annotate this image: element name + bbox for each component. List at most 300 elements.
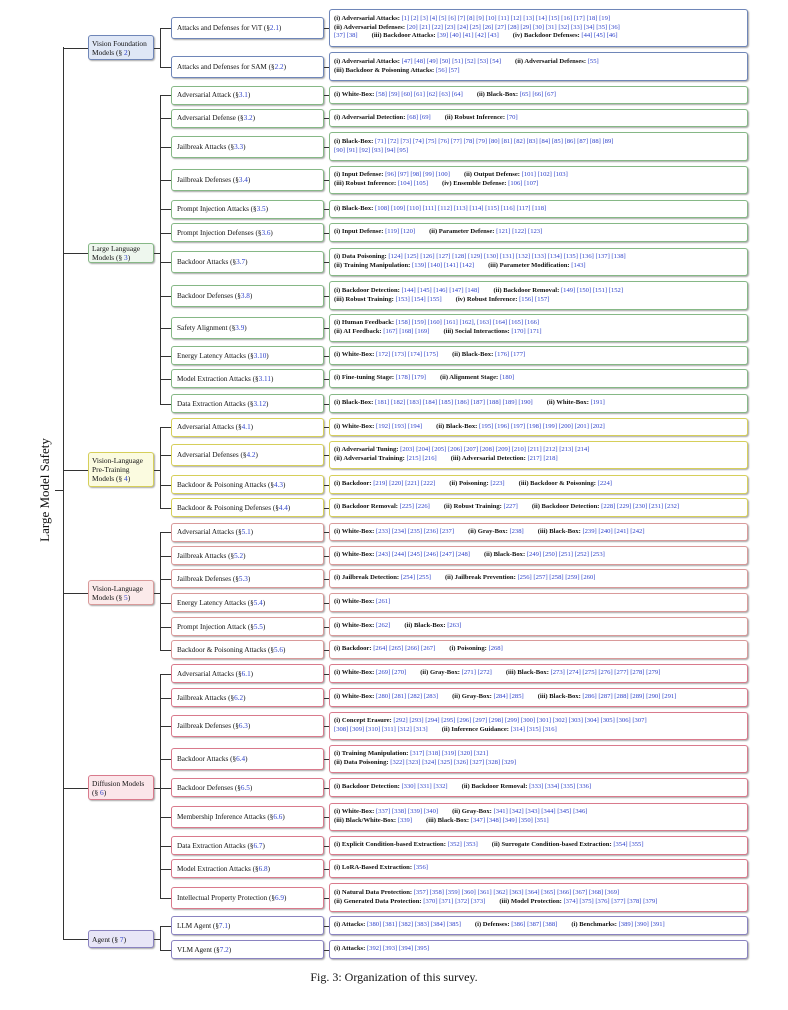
reference-category [334, 717, 647, 724]
citation-links[interactable]: [70] [506, 113, 518, 121]
citation-links[interactable]: [90] [91] [92] [93] [94] [95] [334, 146, 409, 154]
section-link[interactable]: 3.9 [235, 324, 245, 332]
citation-links[interactable]: [101] [102] [103] [521, 171, 568, 179]
section-link[interactable]: 6.3 [238, 722, 248, 730]
subtopic-label-close: ) [250, 669, 254, 678]
connector-line [160, 404, 171, 405]
subtopic-label: Adversarial Attacks (§ [177, 423, 242, 431]
section-link[interactable]: 5.6 [274, 645, 284, 654]
reference-line [334, 253, 743, 262]
reference-category [334, 528, 454, 535]
citation-links[interactable]: [56] [57] [435, 66, 460, 74]
subtopic-label: Prompt Injection Attack (§ [177, 622, 254, 631]
citation-links[interactable]: [39] [40] [41] [42] [43] [437, 32, 499, 40]
citation-links[interactable]: [224] [597, 480, 612, 488]
category-name: (i) White-Box: [334, 622, 375, 630]
connector-line [160, 147, 171, 148]
citation-links[interactable]: [219] [220] [221] [222] [373, 480, 436, 488]
citation-links[interactable]: [121] [122] [123] [496, 228, 543, 236]
category-name: (i) Training Manipulation: [334, 750, 409, 758]
citation-links[interactable]: [170] [171] [511, 328, 542, 335]
citation-links[interactable]: [227] [503, 503, 518, 511]
citation-links[interactable]: [68] [69] [407, 113, 431, 121]
connector-line [160, 726, 171, 727]
category-name: (iii) Robust Training: [334, 295, 394, 303]
section-link[interactable]: 4.4 [278, 503, 288, 512]
subtopic-label-close: ) [262, 841, 265, 850]
citation-links[interactable]: [203] [204] [205] [206] [207] [208] [209] [210] [211] [212] [213] [214] [400, 446, 590, 454]
category-name: (ii) Black-Box: [436, 422, 478, 430]
connector-line [160, 356, 171, 357]
reference-line [334, 351, 743, 360]
citation-links[interactable]: [181] [182] [183] [184] [185] [186] [187] [188] [189] [190] [375, 399, 533, 407]
category-name: (ii) Robust Training: [443, 503, 502, 511]
reference-category [334, 726, 428, 733]
citation-links[interactable]: [389] [390] [391] [618, 921, 665, 929]
references-box [329, 617, 748, 636]
connector-line [160, 759, 171, 760]
connector-line [160, 262, 171, 263]
category-name: (ii) Backdoor Removal: [493, 286, 560, 294]
reference-category [334, 287, 479, 294]
category-name: (i) Attacks: [334, 945, 366, 953]
category-name: (iii) Parameter Modification: [488, 262, 570, 269]
category-name: (iii) Backdoor Attacks: [371, 32, 436, 40]
reference-category [334, 864, 428, 871]
section-link[interactable]: 3.7 [236, 258, 246, 266]
group-box [88, 243, 154, 263]
section-link[interactable]: 3.10 [253, 351, 267, 360]
reference-line [334, 296, 743, 305]
reference-category [334, 446, 589, 453]
citation-links[interactable]: [268] [488, 645, 503, 653]
citation-links[interactable]: [269] [270] [376, 669, 407, 677]
citation-links[interactable]: [243] [244] [245] [246] [247] [248] [376, 551, 470, 559]
section-link[interactable]: 7.1 [218, 921, 228, 930]
subtopic-box [171, 86, 324, 105]
reference-line [334, 67, 743, 76]
category-name: (ii) Black-Box: [452, 351, 494, 359]
citation-links[interactable]: [317] [318] [319] [320] [321] [410, 750, 489, 758]
subtopic-box [171, 317, 324, 339]
subtopic-box [171, 916, 324, 935]
category-name: (ii) Poisoning: [449, 480, 489, 488]
section-link[interactable]: 6.5 [240, 783, 250, 792]
subtopic-label: Jailbreak Defenses (§ [177, 574, 239, 583]
references-box [329, 132, 748, 161]
subtopic-label-close: ) [283, 893, 287, 902]
reference-category [334, 67, 460, 74]
subtopic-box [171, 346, 324, 365]
citation-links[interactable]: [292] [293] [294] [295] [296] [297] [298] [299] [300] [301] [302] [303] [304] [305] [306] [307] [393, 717, 647, 725]
references-box [329, 248, 748, 276]
citation-links[interactable]: [330] [331] [332] [401, 783, 448, 791]
citation-links[interactable]: [180] [499, 374, 515, 382]
citation-links[interactable]: [124] [125] [126] [127] [128] [129] [130] [131] [132] [133] [134] [135] [136] [137] [138] [388, 253, 626, 261]
citation-links[interactable]: [191] [590, 399, 605, 407]
citation-links[interactable]: [354] [355] [613, 841, 644, 849]
reference-category [456, 296, 550, 303]
reference-category [451, 455, 558, 462]
references-box [329, 640, 748, 659]
reference-category [334, 808, 438, 815]
category-name: (ii) Gray-Box: [452, 693, 492, 701]
reference-line [334, 91, 743, 100]
citation-links[interactable]: [195] [196] [197] [198] [199] [200] [201] [202] [479, 422, 605, 430]
citation-links[interactable]: [356] [413, 864, 428, 872]
reference-category [477, 91, 556, 98]
section-link[interactable]: 5.4 [253, 598, 263, 607]
citation-links[interactable]: [215] [216] [406, 455, 437, 462]
subtopic-label: VLM Agent (§ [177, 945, 220, 954]
references-box [329, 223, 748, 242]
citation-links[interactable]: [225] [226] [399, 503, 430, 511]
subtopic-label: Jailbreak Defenses (§ [177, 722, 239, 730]
section-link[interactable]: 2 [124, 47, 128, 57]
citation-links[interactable]: [339] [397, 817, 413, 824]
subtopic-label-close: ) [270, 228, 273, 237]
references-box [329, 745, 748, 773]
citation-links[interactable]: [217] [218] [527, 455, 558, 462]
reference-line [334, 138, 743, 147]
subtopic-box [171, 778, 324, 797]
reference-category [515, 58, 599, 65]
category-name: (iii) Robust Inference: [334, 180, 397, 187]
reference-category [492, 841, 644, 848]
citation-links[interactable]: [106] [107] [508, 180, 539, 187]
reference-category [532, 503, 679, 510]
category-name: (i) Black-Box: [334, 204, 374, 212]
citation-links[interactable]: [380] [381] [382] [383] [384] [385] [366, 921, 461, 929]
citation-links[interactable]: [392] [393] [394] [395] [366, 945, 430, 953]
reference-line [334, 528, 743, 537]
category-name: (i) Adversarial Detection: [334, 113, 406, 121]
category-name: (ii) Gray-Box: [468, 527, 508, 535]
section-link[interactable]: 5.3 [238, 574, 248, 583]
citation-links[interactable]: [264] [265] [266] [267] [373, 645, 436, 653]
reference-category [334, 58, 501, 65]
section-link[interactable]: 7 [119, 934, 124, 944]
group-label-text: Vision-Language Pre-Training Models (§ [92, 456, 143, 483]
citation-links[interactable]: [104] [105] [397, 180, 429, 187]
citation-links[interactable]: [238] [509, 527, 524, 535]
citation-links[interactable]: [347] [348] [349] [350] [351] [470, 817, 549, 824]
category-name: (i) Adversarial Attacks: [334, 57, 400, 65]
citation-links[interactable]: [167] [168] [169] [383, 328, 430, 335]
section-link[interactable]: 3.4 [238, 176, 248, 184]
category-name: (iii) Model Protection: [499, 897, 562, 905]
section-link[interactable]: 3.1 [238, 91, 248, 99]
references-box [329, 109, 748, 127]
reference-line [334, 262, 743, 271]
section-link[interactable]: 3.3 [234, 142, 244, 151]
citation-links[interactable]: [96] [97] [98] [99] [100] [385, 171, 450, 179]
reference-line [334, 889, 743, 898]
category-name: (i) Human Feedback: [334, 319, 395, 327]
citation-links[interactable]: [254] [255] [400, 574, 431, 582]
citation-links[interactable]: [370] [371] [372] [373] [423, 897, 486, 905]
subtopic-label: Jailbreak Attacks (§ [177, 142, 235, 151]
reference-category [571, 921, 664, 928]
citation-links[interactable]: [119] [120] [385, 228, 416, 236]
subtopic-box [171, 523, 324, 542]
citation-links[interactable]: [172] [173] [174] [175] [376, 351, 439, 359]
category-name: (i) Backdoor Detection: [334, 783, 400, 791]
references-box [329, 883, 748, 912]
section-link[interactable]: 4.3 [274, 480, 284, 489]
citation-links[interactable]: [1] [2] [3] [4] [5] [6] [7] [8] [9] [10] [11] [12] [13] [14] [15] [16] [17] [18] [19] [401, 15, 611, 23]
citation-links[interactable]: [280] [281] [282] [283] [376, 693, 439, 701]
section-link[interactable]: 3.6 [261, 228, 271, 237]
citation-links[interactable]: [153] [154] [155] [395, 295, 442, 303]
section-link[interactable]: 5.5 [253, 622, 263, 631]
references-box [329, 778, 748, 797]
category-name: (ii) Generated Data Protection: [334, 897, 422, 905]
subtopic-label-close: ) [243, 693, 246, 702]
category-name: (i) White-Box: [334, 527, 375, 535]
citation-links[interactable]: [314] [315] [316] [510, 726, 557, 733]
references-box [329, 9, 748, 47]
section-link[interactable]: 6.6 [273, 813, 283, 821]
connector-line [160, 328, 171, 329]
citation-links[interactable]: [176] [177] [494, 351, 526, 359]
citation-links[interactable]: [261] [376, 598, 391, 606]
citation-links[interactable]: [55] [587, 57, 599, 65]
connector-line [160, 455, 171, 456]
citation-links[interactable]: [357] [358] [359] [360] [361] [362] [363] [364] [365] [366] [367] [368] [369] [413, 888, 620, 896]
citation-links[interactable]: [233] [234] [235] [236] [237] [376, 527, 455, 535]
subtopic-label: Adversarial Defenses (§ [177, 451, 247, 459]
citation-links[interactable]: [273] [274] [275] [276] [277] [278] [279] [550, 669, 661, 677]
category-name: (i) White-Box: [334, 551, 375, 559]
subtopic-label-close: ) [249, 291, 253, 300]
reference-category [420, 669, 492, 676]
reference-category [334, 551, 470, 558]
citation-links[interactable]: [139] [140] [141] [142] [412, 262, 475, 269]
reference-line [334, 841, 743, 850]
subtopic-box [171, 806, 324, 828]
reference-category [334, 180, 428, 187]
category-name: (ii) Data Poisoning: [334, 759, 389, 766]
reference-line [334, 645, 743, 654]
section-link[interactable]: 3 [124, 253, 128, 262]
section-link[interactable]: 6.9 [275, 893, 284, 902]
category-name: (i) Adversarial Tuning: [334, 446, 399, 454]
reference-line [334, 783, 743, 792]
connector-line [160, 28, 161, 68]
subtopic-box [171, 394, 324, 413]
reference-category [436, 423, 605, 430]
reference-category [452, 351, 525, 358]
section-link[interactable]: 3.12 [253, 399, 267, 408]
reference-category [334, 205, 546, 212]
group-box [88, 580, 154, 605]
references-box [329, 712, 748, 740]
section-link[interactable]: 3.2 [243, 114, 253, 122]
section-link[interactable]: 3.11 [258, 374, 271, 383]
connector-line [160, 532, 161, 651]
citation-links[interactable]: [239] [240] [241] [242] [582, 527, 645, 535]
citation-links[interactable]: [108] [109] [110] [111] [112] [113] [114] [115] [116] [117] [118] [375, 204, 547, 212]
citation-links[interactable]: [308] [309] [310] [311] [312] [313] [334, 726, 428, 733]
citation-links[interactable]: [352] [353] [447, 841, 478, 849]
reference-category [449, 480, 504, 487]
group-label-close: ) [127, 592, 131, 602]
category-name: (ii) Surrogate Condition-based Extraction: [491, 841, 612, 849]
reference-category [334, 114, 431, 121]
section-link[interactable]: 6.2 [234, 693, 244, 702]
citation-links[interactable]: [374] [375] [376] [377] [378] [379] [563, 897, 658, 905]
group-label [92, 935, 126, 944]
reference-category [334, 228, 415, 235]
citation-links[interactable]: [322] [323] [324] [325] [326] [327] [328] [329] [390, 759, 517, 766]
category-name: (i) Explicit Condition-based Extraction: [334, 841, 446, 849]
connector-line [160, 180, 171, 181]
connector-line [160, 95, 161, 405]
section-link[interactable]: 4 [124, 474, 128, 483]
connector-line [160, 603, 171, 604]
group-label-close: ) [127, 253, 131, 262]
citation-links[interactable]: [71] [72] [73] [74] [75] [76] [77] [78] [79] [80] [81] [82] [83] [84] [85] [86] [87] [88] [89] [375, 137, 614, 145]
citation-links[interactable]: [263] [447, 622, 462, 630]
citation-links[interactable]: [284] [285] [493, 693, 524, 701]
section-link[interactable]: 6.1 [241, 669, 251, 678]
connector-line [160, 698, 171, 699]
references-box [329, 940, 748, 959]
subtopic-label-close: ) [270, 374, 274, 383]
reference-category [513, 32, 618, 39]
category-name: (i) White-Box: [334, 669, 375, 677]
section-link[interactable]: 5.2 [234, 551, 244, 560]
subtopic-label: Data Extraction Attacks (§ [177, 841, 254, 850]
reference-line [334, 423, 743, 432]
subtopic-label: Backdoor Attacks (§ [177, 258, 237, 266]
references-box [329, 86, 748, 104]
group-label [92, 39, 150, 57]
citation-links[interactable]: [337] [338] [339] [340] [376, 808, 439, 816]
reference-category [334, 15, 610, 22]
connector-line [160, 95, 171, 96]
category-name: (iii) Black/White-Box: [334, 817, 397, 824]
references-box [329, 52, 748, 81]
citation-links[interactable]: [256] [257] [258] [259] [260] [517, 574, 596, 582]
section-link[interactable]: 6 [100, 787, 104, 797]
subtopic-box [171, 444, 324, 466]
citation-links[interactable]: [158] [159] [160] [161] [162], [163] [164] [165] [166] [395, 319, 540, 327]
subtopic-label-close: ) [245, 755, 248, 763]
reference-line [334, 446, 743, 455]
subtopic-label-close: ) [228, 945, 232, 954]
subtopic-label: Model Extraction Attacks (§ [177, 374, 259, 383]
group-box [88, 775, 154, 800]
category-name: (i) Benchmarks: [571, 921, 617, 929]
section-link[interactable]: 3.8 [240, 291, 250, 300]
citation-links[interactable]: [149] [150] [151] [152] [560, 286, 624, 294]
reference-category [334, 783, 448, 790]
citation-links[interactable]: [47] [48] [49] [50] [51] [52] [53] [54] [401, 57, 502, 65]
citation-links[interactable]: [262] [376, 622, 391, 630]
subtopic-label-close: ) [262, 598, 266, 607]
reference-category [440, 374, 514, 381]
reference-category [334, 622, 390, 629]
references-box [329, 664, 748, 683]
section-link[interactable]: 6.7 [253, 841, 263, 850]
category-name: (i) Backdoor: [334, 645, 372, 653]
section-link[interactable]: 6.4 [236, 755, 246, 763]
references-box [329, 418, 748, 436]
reference-line [334, 898, 743, 907]
section-link[interactable]: 2.2 [274, 62, 284, 71]
references-box [329, 859, 748, 878]
citation-links[interactable]: [271] [272] [461, 669, 492, 677]
citation-links[interactable]: [156] [157] [519, 295, 550, 303]
subtopic-box [171, 640, 324, 659]
category-name: (ii) Black-Box: [483, 551, 526, 559]
citation-links[interactable]: [249] [250] [251] [252] [253] [526, 551, 605, 559]
citation-links[interactable]: [20] [21] [22] [23] [24] [25] [26] [27] [28] [29] [30] [31] [32] [33] [34] [35] [36] [406, 23, 620, 31]
subtopic-label-close: ) [247, 176, 251, 184]
section-link[interactable]: 6.8 [258, 864, 268, 873]
subtopic-label: Attacks and Defenses for SAM (§ [177, 62, 275, 71]
citation-links[interactable]: [58] [59] [60] [61] [62] [63] [64] [376, 90, 463, 98]
section-link[interactable]: 4.1 [241, 423, 251, 431]
citation-links[interactable]: [44] [45] [46] [581, 32, 618, 40]
category-name: (iii) Social Interactions: [443, 328, 510, 335]
citation-links[interactable]: [178] [179] [395, 374, 426, 382]
citation-links[interactable]: [341] [342] [343] [344] [345] [346] [493, 808, 588, 816]
citation-links[interactable]: [386] [387] [388] [511, 921, 558, 929]
reference-line [334, 180, 743, 189]
reference-line [334, 455, 743, 464]
citation-links[interactable]: [192] [193] [194] [376, 422, 423, 430]
reference-category [334, 921, 461, 928]
subtopic-box [171, 418, 324, 437]
section-link[interactable]: 7.2 [219, 945, 229, 954]
category-name: (ii) Adversarial Defenses: [334, 23, 406, 31]
category-name: (iii) Backdoor & Poisoning: [518, 480, 596, 488]
reference-category [334, 759, 516, 766]
reference-category [334, 669, 406, 676]
reference-category [444, 503, 518, 510]
subtopic-label: Adversarial Attacks (§ [177, 669, 242, 678]
reference-category [493, 287, 623, 294]
citation-links[interactable]: [65] [66] [67] [519, 90, 556, 98]
category-name: (ii) White-Box: [546, 399, 589, 407]
citation-links[interactable]: [333] [334] [335] [336] [529, 783, 592, 791]
section-link[interactable]: 4.2 [246, 451, 256, 459]
group-box [88, 35, 154, 60]
reference-category [334, 319, 539, 326]
category-name: (i) White-Box: [334, 422, 375, 430]
citation-links[interactable]: [144] [145] [146] [147] [148] [401, 286, 480, 294]
section-link[interactable]: 2.1 [269, 24, 279, 32]
subtopic-label-close: ) [243, 551, 246, 560]
citation-links[interactable]: [228] [229] [230] [231] [232] [601, 503, 680, 511]
section-link[interactable]: 5 [124, 592, 128, 602]
reference-category [334, 841, 478, 848]
citation-links[interactable]: [286] [287] [288] [289] [290] [291] [582, 693, 677, 701]
reference-category [475, 921, 557, 928]
citation-links[interactable]: [223] [490, 480, 505, 488]
reference-category [506, 669, 661, 676]
connector-line [63, 253, 88, 254]
reference-category [547, 399, 605, 406]
section-link[interactable]: 3.5 [256, 205, 266, 213]
citation-links[interactable]: [143] [571, 262, 586, 269]
section-link[interactable]: 5.1 [241, 528, 251, 536]
citation-links[interactable]: [37] [38] [334, 32, 358, 40]
reference-category [334, 262, 474, 269]
